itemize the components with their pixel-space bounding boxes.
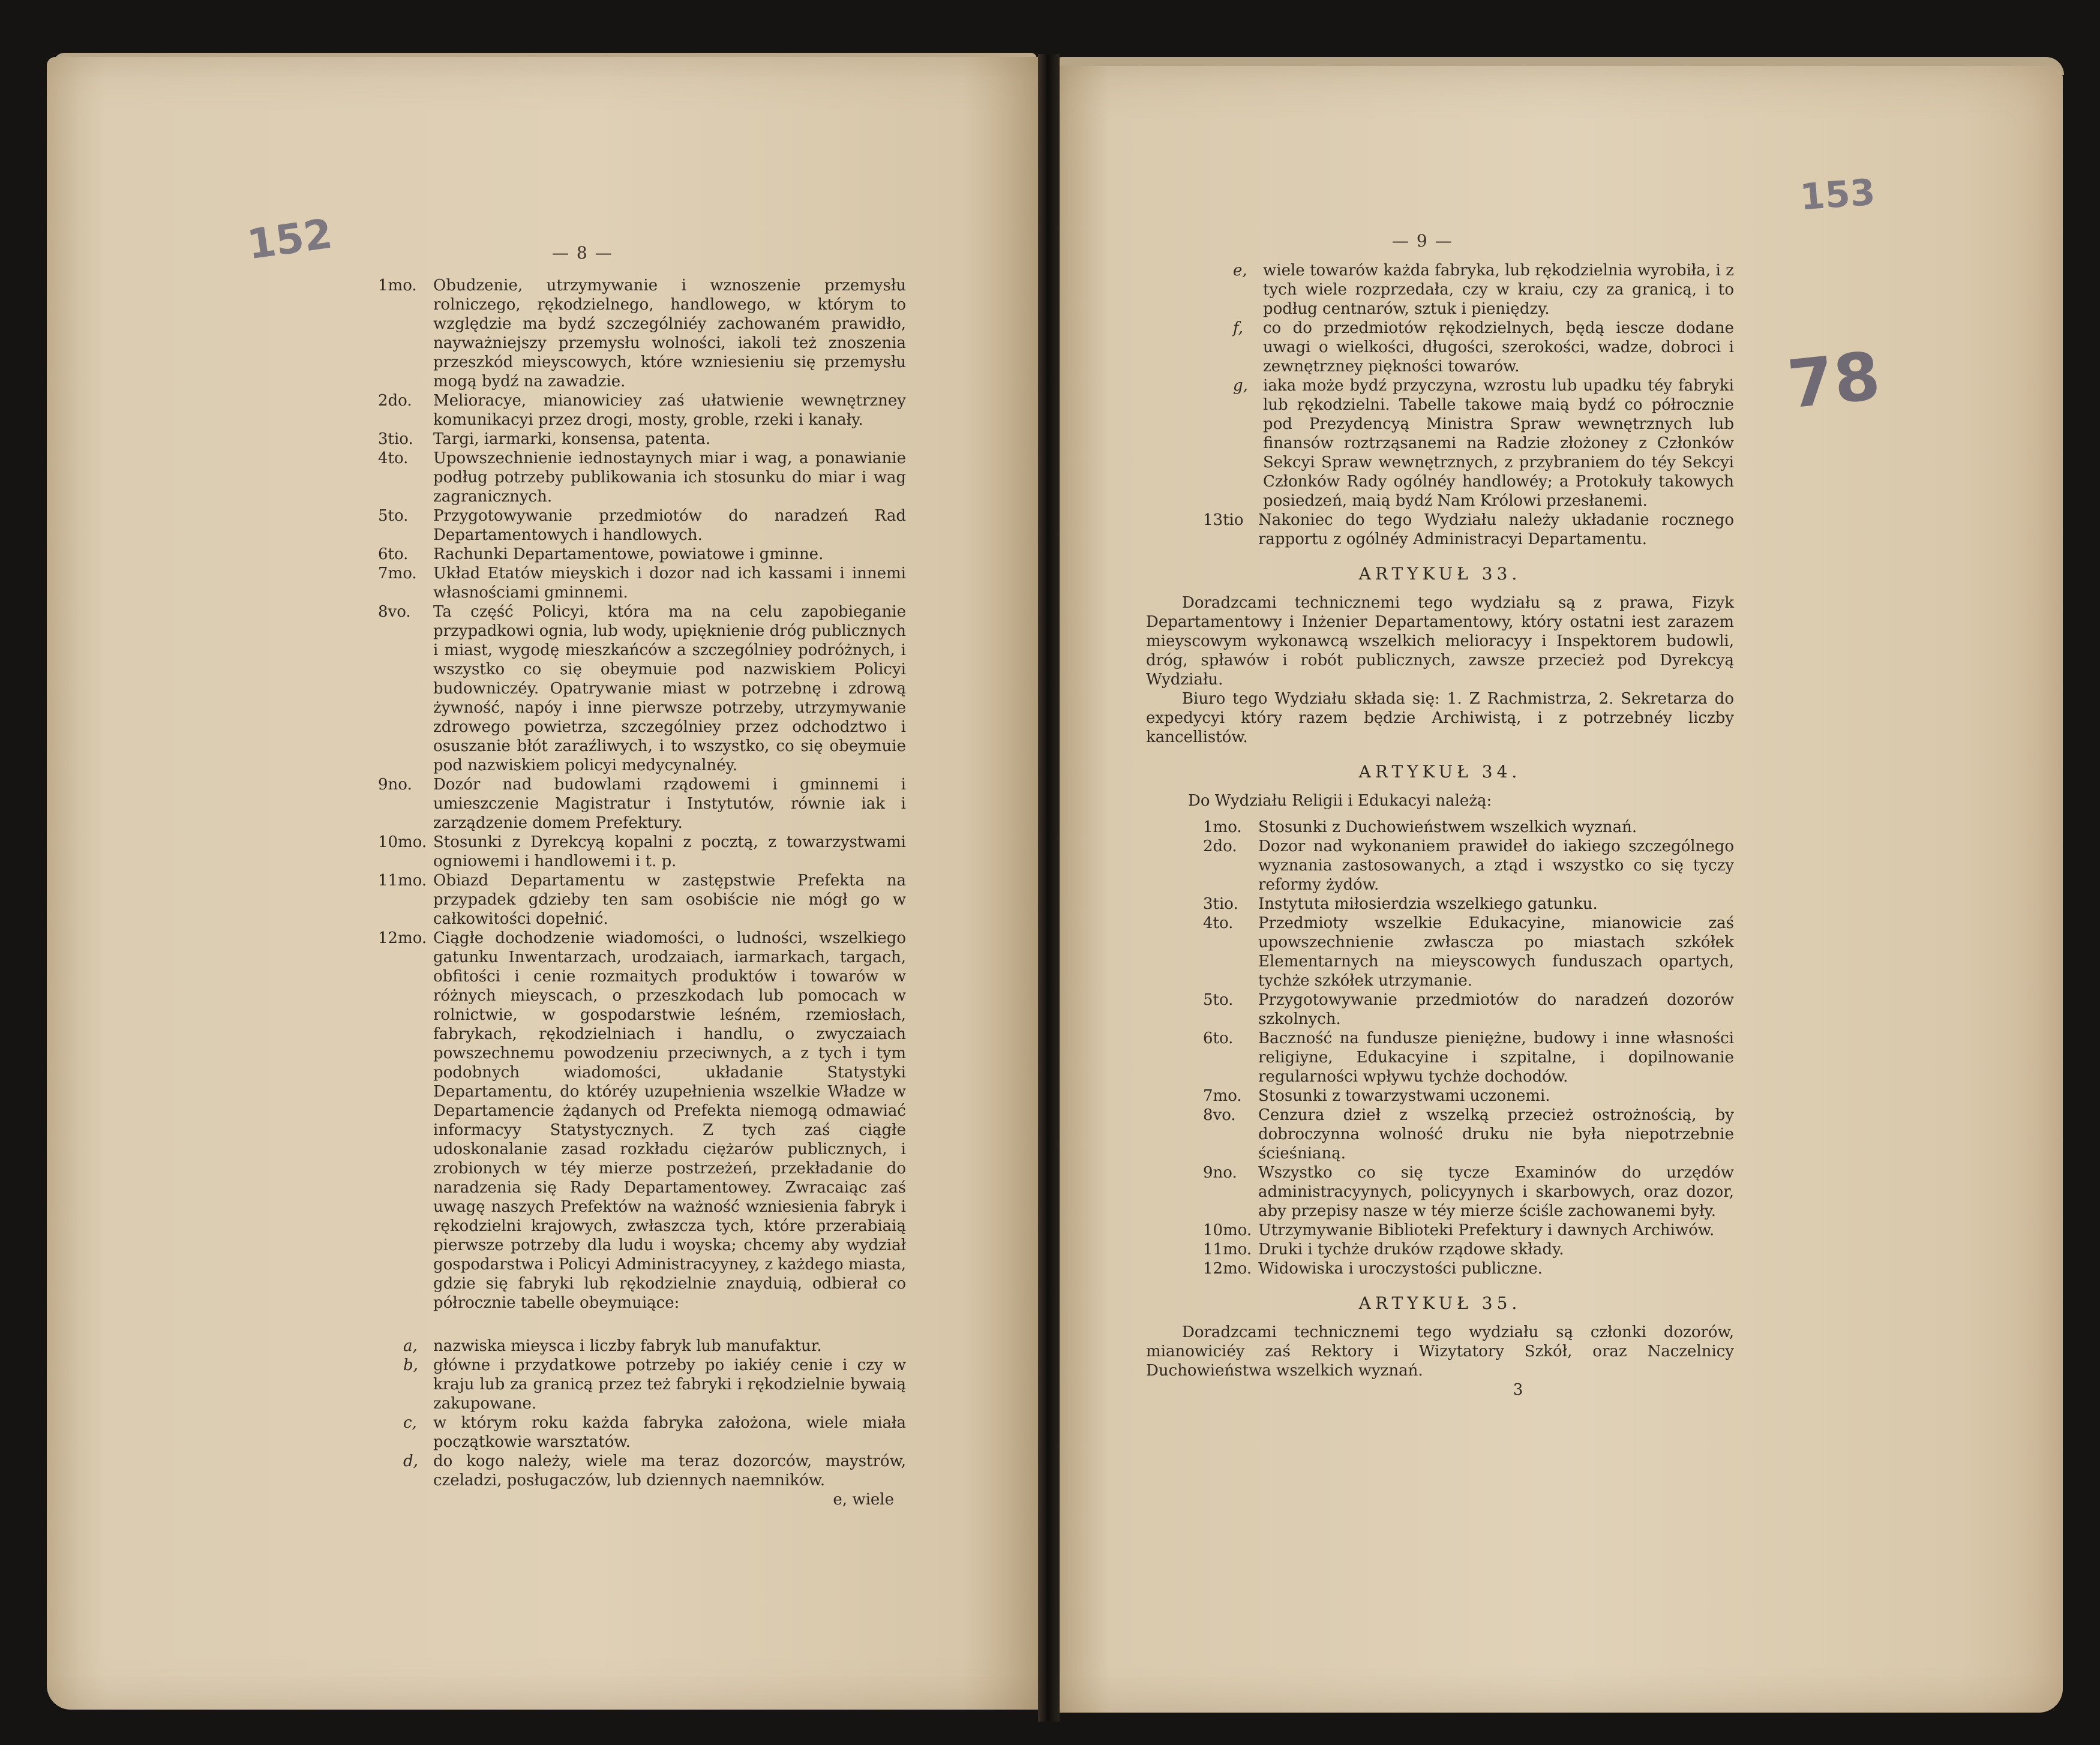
list-item	[1203, 1221, 1734, 1240]
left-subitems-list	[378, 1336, 906, 1490]
list-item-number: 6to.	[378, 545, 409, 563]
item-13-number: 13tio	[1203, 511, 1244, 529]
sub-item-number: c,	[403, 1414, 417, 1432]
pencil-number-right: 78	[1784, 337, 1884, 424]
sub-item	[403, 1452, 906, 1490]
right-subitems-list	[1146, 261, 1734, 510]
sub-item-text: nazwiska mieysca i liczby fabryk lub manufaktur.	[433, 1337, 822, 1355]
list-item-text: Przygotowywanie przedmiotów do naradzeń Rad Departamentowych i handlowych.	[433, 507, 906, 544]
list-item-number: 8vo.	[1203, 1106, 1236, 1124]
list-item-number: 2do.	[378, 392, 412, 410]
pencil-folio-left: 152	[244, 210, 335, 269]
left-items-list	[378, 276, 906, 1312]
list-item	[1203, 894, 1734, 914]
list-item-number: 7mo.	[378, 564, 417, 582]
sub-item-text: wiele towarów każda fabryka, lub rękodzielnia wyrobiła, i z tych wiele rozprzedała, czy w kraiu, czy za granicą, i to podług centnarów, sztuk i pieniędzy.	[1263, 262, 1734, 318]
list-item	[1203, 837, 1734, 894]
pencil-folio-right: 153	[1798, 171, 1877, 219]
list-item-number: 11mo.	[378, 872, 427, 890]
article-34-items	[1146, 818, 1734, 1278]
list-item-text: Utrzymywanie Biblioteki Prefektury i dawnych Archiwów.	[1258, 1221, 1715, 1239]
sub-item	[1233, 261, 1734, 319]
list-item-number: 1mo.	[1203, 818, 1242, 836]
article-34-heading: ARTYKUŁ 34.	[1358, 762, 1522, 782]
list-item-text: Stosunki z Dyrekcyą kopalni z pocztą, z towarzystwami ogniowemi i handlowemi i t. p.	[433, 833, 906, 870]
list-item-text: Baczność na fundusze pieniężne, budowy i inne własności religiyne, Edukacyine i szpitalne, i dopilnowanie regularności wpływu tychże dochodów.	[1258, 1029, 1734, 1086]
sub-item-number: a,	[403, 1337, 418, 1355]
list-item-text: Dozor nad wykonaniem prawideł do iakiego szczególnego wyznania zastosowanych, a ztąd i wszystko co się tyczy reformy żydów.	[1258, 837, 1734, 894]
list-item-number: 3tio.	[378, 430, 413, 448]
list-item	[1203, 1029, 1734, 1086]
list-item-number: 9no.	[1203, 1164, 1237, 1182]
right-page-text	[1146, 261, 1734, 1399]
sub-item-number: d,	[403, 1452, 418, 1470]
item-13	[1146, 510, 1734, 549]
list-item-text: Melioracye, mianowiciey zaś ułatwienie wewnętrzney komunikacyi przez drogi, mosty, groble, rzeki i kanały.	[433, 392, 906, 429]
list-item-number: 9no.	[378, 776, 412, 794]
list-item	[378, 602, 906, 775]
article-35-para: Doradzcami technicznemi tego wydziału są członki dozorów, mianowiciéy zaś Rektory i Wizytatory Szkół, oraz Naczelnicy Duchowieństwa wszelkich wyznań.	[1146, 1323, 1734, 1380]
list-item	[378, 545, 906, 564]
sub-item-number: g,	[1233, 377, 1248, 395]
list-item-text: Przedmioty wszelkie Edukacyine, mianowicie zaś upowszechnienie zwłascza po miastach szkółek Elementarnych na mieyscowych funduszach opartych, tychże szkółek utrzymanie.	[1258, 914, 1734, 990]
list-item-text: Ta część Policyi, która ma na celu zapobieganie przypadkowi ognia, lub wody, upięknienie dróg publicznych i miast, wygodę mieszkańców a szczególniey podróżnych, i wszystko co się obeymuie pod nazwiskiem Policyi budowniczéy. Opatrywanie miast w potrzebnę i zdrową żywność, napóy i inne pierwsze potrzeby, utrzymywanie zdrowego powietrza, szczególniey przez odchodztwo i osuszanie błót zaraźliwych, i to wszystko, co się obeymuie pod nazwiskiem policyi medycynalnéy.	[433, 603, 906, 774]
catchword: e, wiele	[833, 1491, 894, 1509]
sub-item-text: do kogo należy, wiele ma teraz dozorców, maystrów, czeladzi, posługaczów, lub dziennych naemników.	[433, 1452, 906, 1489]
list-item-text: Przygotowywanie przedmiotów do naradzeń dozorów szkolnych.	[1258, 991, 1734, 1028]
list-item-text: Targi, iarmarki, konsensa, patenta.	[433, 430, 711, 448]
page-number-left: — 8 —	[552, 243, 613, 263]
list-item-number: 4to.	[1203, 914, 1234, 932]
sub-item-text: główne i przydatkowe potrzeby po iakiéy cenie i czy w kraju lub za granicą przez też fabryki i rękodzielnie bywaią zakupowane.	[433, 1356, 906, 1413]
list-item	[1203, 1240, 1734, 1259]
list-item	[1203, 990, 1734, 1029]
list-item-number: 3tio.	[1203, 895, 1238, 913]
left-page-text	[378, 276, 906, 1509]
sub-item-number: b,	[403, 1356, 418, 1374]
list-item-text: Stosunki z Duchowieństwem wszelkich wyznań.	[1258, 818, 1637, 836]
list-item	[378, 564, 906, 602]
list-item-text: Druki i tychże druków rządowe składy.	[1258, 1241, 1564, 1259]
article-33-para-1: Doradzcami technicznemi tego wydziału są z prawa, Fizyk Departamentowy i Inżenier Departamentowy, który ostatni iest zarazem mieyscowym wykonawcą wszelkich melioracyy i Inspektorem budowli, dróg, spławów i robót publicznych, zawsze przecież pod Dyrekcyą Wydziału.	[1146, 594, 1734, 689]
list-item-number: 6to.	[1203, 1029, 1234, 1047]
list-item-number: 7mo.	[1203, 1087, 1242, 1105]
list-item-number: 11mo.	[1203, 1241, 1252, 1259]
list-item	[378, 391, 906, 430]
list-item-number: 8vo.	[378, 603, 411, 621]
list-item-number: 2do.	[1203, 837, 1237, 855]
list-item-number: 4to.	[378, 449, 409, 467]
list-item-number: 12mo.	[378, 929, 427, 947]
list-item	[378, 929, 906, 1312]
article-35-heading: ARTYKUŁ 35.	[1358, 1293, 1522, 1313]
list-item	[378, 430, 906, 449]
list-item-text: Cenzura dzieł z wszelką przecież ostrożnością, by dobroczynna wolność druku nie była niepotrzebnie ścieśnianą.	[1258, 1106, 1734, 1163]
list-item-text: Widowiska i uroczystości publiczne.	[1258, 1260, 1543, 1278]
article-33-para-2: Biuro tego Wydziału składa się: 1. Z Rachmistrza, 2. Sekretarza do expedycyi który razem będzie Archiwistą, i z potrzebnéy liczby kancellistów.	[1146, 690, 1734, 746]
signature-mark: 3	[1513, 1381, 1523, 1399]
list-item-text: Upowszechnienie iednostaynych miar i wag, a ponawianie podług potrzeby publikowania ich stosunku do miar i wag zagranicznych.	[433, 449, 906, 506]
sub-item	[403, 1356, 906, 1413]
list-item-text: Instytuta miłosierdzia wszelkiego gatunku.	[1258, 895, 1598, 913]
sub-item	[403, 1413, 906, 1452]
book-gutter	[1038, 54, 1060, 1722]
sub-item-text: w którym roku każda fabryka założona, wiele miała początkowie warsztatów.	[433, 1414, 906, 1451]
list-item-number: 5to.	[1203, 991, 1234, 1009]
list-item-text: Ciągłe dochodzenie wiadomości, o ludności, wszelkiego gatunku Inwentarzach, urodzaiach, iarmarkach, targach, obfitości i cenie rozmaitych produktów i towarów w różnych mieyscach, o przeszkodach lub pomocach w rolnictwie, w gospodarstwie leśném, rzemiosłach, fabrykach, rękodzielniach i handlu, o zwyczaiach powszechnemu powodzeniu przeciwnych, a z tych i tym podobnych wiadomości, układanie Statystyki Departamentu, do któréy uzupełnienia wszelkie Władze w Departamencie żądanych od Prefekta niemogą odmawiać informacyy Statystycznych. Z tych zaś ciągłe udoskonalanie zasad rozkładu ciężarów publicznych, i zrobionych w téy mierze postrzeżeń, przekładanie do naradzenia się Rady Departamentowey. Zwracaiąc zaś uwagę naszych Prefektów na ważność wzniesienia fabryk i rękodzielni krajowych, zwłaszcza tych, które przerabiaią pierwsze potrzeby dla ludu i woyska; chcemy aby wydział gospodarstwa i Policyi Administracyyney, z każdego miasta, gdzie się fabryki lub rękodzielnie znayduią, odbierał co półrocznie tabelle obeymuiące:	[433, 929, 906, 1312]
list-item	[1203, 818, 1734, 837]
list-item	[1203, 1106, 1734, 1163]
article-33-heading: ARTYKUŁ 33.	[1358, 564, 1522, 584]
list-item-text: Dozór nad budowlami rządowemi i gminnemi i umieszczenie Magistratur i Instytutów, równie iak i zarządzenie domem Prefektury.	[433, 776, 906, 832]
list-item-text: Rachunki Departamentowe, powiatowe i gminne.	[433, 545, 824, 563]
article-34-intro: Do Wydziału Religii i Edukacyi należą:	[1188, 792, 1492, 810]
list-item-number: 5to.	[378, 507, 409, 525]
list-item	[378, 833, 906, 871]
list-item-text: Układ Etatów mieyskich i dozor nad ich kassami i innemi własnościami gminnemi.	[433, 564, 906, 602]
list-item	[378, 871, 906, 929]
list-item-text: Wszystko co się tycze Examinów do urzędów administracyynych, policyynych i skarbowych, oraz dozor, aby przepisy nasze w téy mierze ściśle zachowanemi były.	[1258, 1164, 1734, 1220]
list-item-number: 10mo.	[378, 833, 427, 851]
item-13-text: Nakoniec do tego Wydziału należy układanie rocznego rapportu z ogólnéy Administracyi Departamentu.	[1258, 511, 1734, 548]
list-item-text: Stosunki z towarzystwami uczonemi.	[1258, 1087, 1550, 1105]
list-item	[1203, 1086, 1734, 1106]
list-item	[1203, 914, 1734, 990]
sub-item-text: iaka może bydź przyczyna, wzrostu lub upadku téy fabryki lub rękodzielni. Tabelle takowe maią bydź co półrocznie pod Prezydencyą Ministra Spraw wewnętrznych lub finansów roztrząsanemi na Radzie złożoney z Członków Sekcyi Spraw wewnętrznych, z przybraniem do téy Sekcyi Członków Rady ogólnéy handlowéy; a Protokuły takowych posiedzeń, maią bydź Nam Królowi przesłanemi.	[1263, 377, 1734, 510]
sub-item-number: f,	[1233, 319, 1243, 337]
list-item	[378, 506, 906, 545]
list-item-number: 10mo.	[1203, 1221, 1252, 1239]
list-item	[378, 775, 906, 833]
sub-item-number: e,	[1233, 262, 1247, 280]
list-item-text: Obiazd Departamentu w zastępstwie Prefekta na przypadek gdzieby ten sam osobiście nie mógł go w całkowitości dopełnić.	[433, 872, 906, 928]
list-item	[1203, 1163, 1734, 1221]
page-number-right: — 9 —	[1392, 231, 1453, 251]
list-item	[378, 449, 906, 506]
sub-item	[1233, 376, 1734, 510]
list-item	[1203, 1259, 1734, 1278]
list-item-text: Obudzenie, utrzymywanie i wznoszenie przemysłu rolniczego, rękodzielnego, handlowego, w którym to względzie ma bydź szczególniéy zachowaném prawidło, nayważniejszy przemysłu wolności, iakoli też znoszenia przeszkód mieyscowych, które wzniesieniu się przemysłu mogą bydź na zawadzie.	[433, 277, 906, 391]
list-item-number: 1mo.	[378, 277, 417, 295]
sub-item	[403, 1336, 906, 1356]
sub-item	[1233, 319, 1734, 376]
list-item-number: 12mo.	[1203, 1260, 1252, 1278]
list-item	[378, 276, 906, 391]
sub-item-text: co do przedmiotów rękodzielnych, będą iescze dodane uwagi o wielkości, długości, szerokości, wadze, dobroci i zewnętrzney piękności towarów.	[1263, 319, 1734, 376]
